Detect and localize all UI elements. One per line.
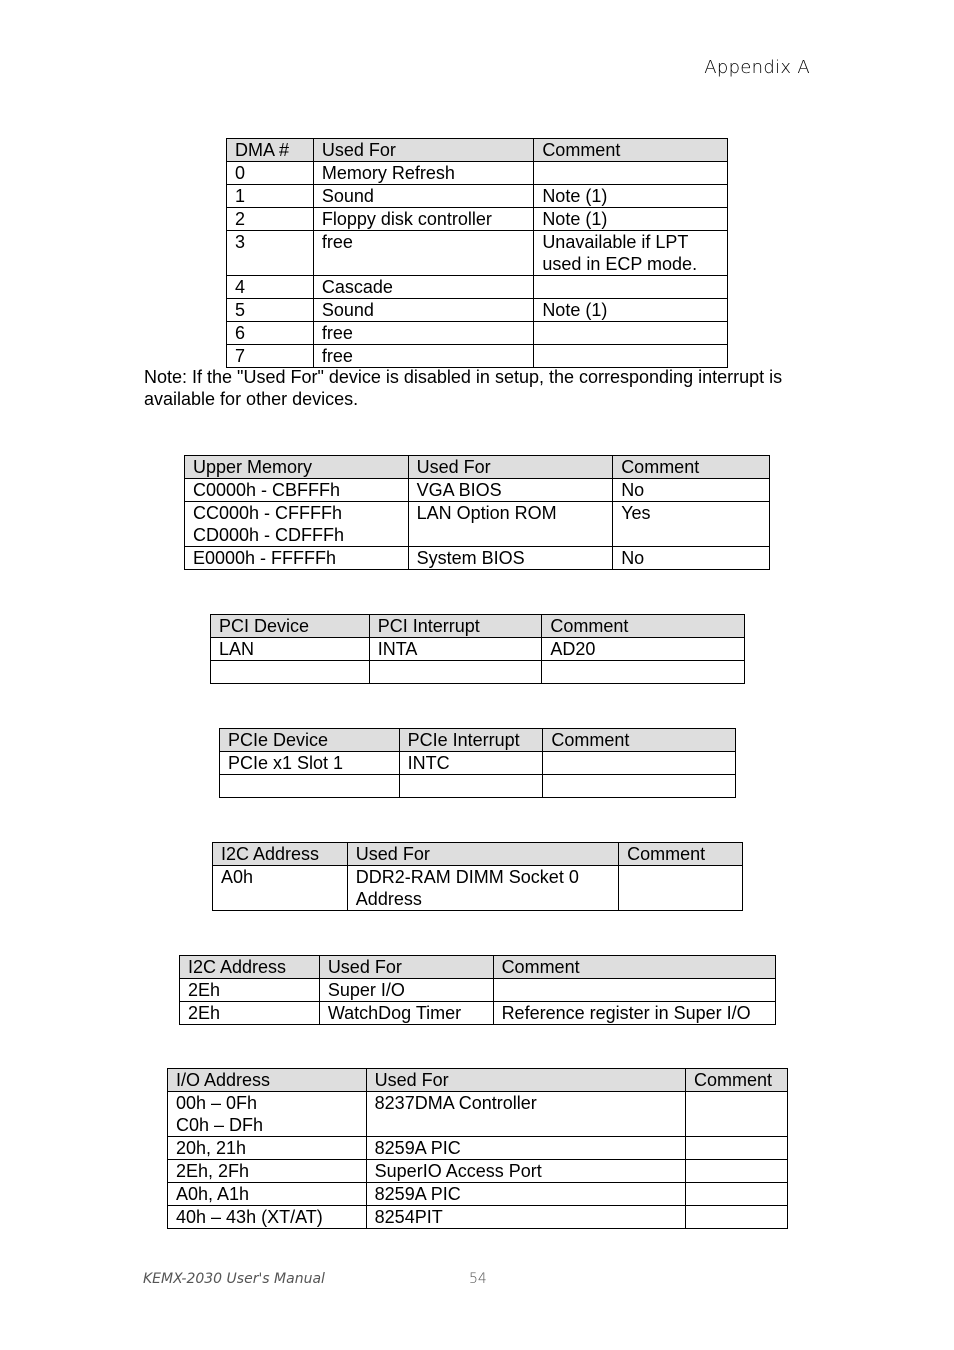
table-cell: 2Eh: [180, 1002, 320, 1025]
table-row: [185, 502, 770, 547]
table-cell: Floppy disk controller: [313, 208, 533, 231]
table-cell: 8259A PIC: [366, 1183, 685, 1206]
column-header: Comment: [619, 843, 743, 866]
table-cell: Sound: [313, 185, 533, 208]
table-cell: 6: [227, 322, 314, 345]
table-cell: C0000h - CBFFFh: [185, 479, 409, 502]
table-cell: [399, 775, 543, 798]
table-cell: Yes: [613, 502, 770, 547]
table-cell: E0000h - FFFFFh: [185, 547, 409, 570]
table-cell: 5: [227, 299, 314, 322]
table-cell: 40h – 43h (XT/AT): [168, 1206, 367, 1229]
column-header: Comment: [493, 956, 775, 979]
table-cell: 8254PIT: [366, 1206, 685, 1229]
table-cell: 2Eh: [180, 979, 320, 1002]
table-cell: VGA BIOS: [408, 479, 613, 502]
column-header: Comment: [534, 139, 728, 162]
table-cell: free: [313, 345, 533, 368]
table-cell: [686, 1206, 788, 1229]
table-cell: [493, 979, 775, 1002]
table-cell: 4: [227, 276, 314, 299]
table-header-row: [213, 843, 743, 866]
column-header: Used For: [408, 456, 613, 479]
column-header: Used For: [366, 1069, 685, 1092]
table-cell: PCIe x1 Slot 1: [220, 752, 400, 775]
table-cell: CC000h - CFFFFh CD000h - CDFFFh: [185, 502, 409, 547]
table-cell: [686, 1183, 788, 1206]
table-cell: No: [613, 547, 770, 570]
table-cell: Cascade: [313, 276, 533, 299]
table-cell: A0h, A1h: [168, 1183, 367, 1206]
table-cell: INTC: [399, 752, 543, 775]
table-cell: 20h, 21h: [168, 1137, 367, 1160]
table-cell: 2: [227, 208, 314, 231]
table-row: [227, 162, 728, 185]
table-row: [227, 208, 728, 231]
table-row: [180, 1002, 776, 1025]
table-cell: Super I/O: [319, 979, 493, 1002]
table-cell: A0h: [213, 866, 348, 911]
table-row: [227, 276, 728, 299]
column-header: Used For: [347, 843, 618, 866]
column-header: PCI Interrupt: [369, 615, 542, 638]
column-header: Comment: [542, 615, 745, 638]
table-row: [220, 775, 736, 798]
table-header-row: [185, 456, 770, 479]
table-cell: [534, 345, 728, 368]
table-row: [168, 1137, 788, 1160]
table-cell: SuperIO Access Port: [366, 1160, 685, 1183]
table-cell: AD20: [542, 638, 745, 661]
table-cell: 8259A PIC: [366, 1137, 685, 1160]
table-cell: [619, 866, 743, 911]
column-header: PCI Device: [211, 615, 370, 638]
table-cell: [686, 1160, 788, 1183]
table-cell: Reference register in Super I/O: [493, 1002, 775, 1025]
io-address-table: [167, 1068, 788, 1229]
table-row: [185, 547, 770, 570]
column-header: Comment: [686, 1069, 788, 1092]
table-row: [227, 231, 728, 276]
column-header: DMA #: [227, 139, 314, 162]
table-cell: [543, 752, 736, 775]
dma-note: Note: If the "Used For" device is disabled in setup, the corresponding interrupt is available for other devices.: [144, 367, 783, 409]
table-header-row: [227, 139, 728, 162]
table-cell: [686, 1092, 788, 1137]
page-header: Appendix A: [704, 57, 810, 78]
table-cell: DDR2-RAM DIMM Socket 0 Address: [347, 866, 618, 911]
column-header: I2C Address: [180, 956, 320, 979]
table-row: [227, 345, 728, 368]
table-header-row: [211, 615, 745, 638]
table-cell: System BIOS: [408, 547, 613, 570]
table-row: [227, 322, 728, 345]
table-row: [220, 752, 736, 775]
table-cell: Memory Refresh: [313, 162, 533, 185]
table-cell: 0: [227, 162, 314, 185]
table-cell: Note (1): [534, 185, 728, 208]
table-cell: 1: [227, 185, 314, 208]
table-cell: [534, 276, 728, 299]
column-header: Upper Memory: [185, 456, 409, 479]
table-row: [213, 866, 743, 911]
table-cell: 7: [227, 345, 314, 368]
column-header: Comment: [543, 729, 736, 752]
column-header: I2C Address: [213, 843, 348, 866]
table-cell: Unavailable if LPT used in ECP mode.: [534, 231, 728, 276]
table-cell: [534, 162, 728, 185]
table-row: [180, 979, 776, 1002]
table-row: [211, 661, 745, 684]
table-cell: 3: [227, 231, 314, 276]
table-row: [227, 185, 728, 208]
table-header-row: [180, 956, 776, 979]
i2c-dimm-table: [212, 842, 743, 911]
dma-table: [226, 138, 728, 368]
table-cell: [542, 661, 745, 684]
table-cell: INTA: [369, 638, 542, 661]
table-row: [168, 1092, 788, 1137]
table-cell: [534, 322, 728, 345]
table-cell: No: [613, 479, 770, 502]
table-cell: LAN: [211, 638, 370, 661]
footer-manual-title: KEMX-2030 User's Manual: [143, 1271, 325, 1287]
pcie-interrupt-table: [219, 728, 736, 798]
table-cell: LAN Option ROM: [408, 502, 613, 547]
table-row: [211, 638, 745, 661]
table-cell: [686, 1137, 788, 1160]
table-cell: free: [313, 322, 533, 345]
table-row: [185, 479, 770, 502]
table-cell: [369, 661, 542, 684]
table-cell: [543, 775, 736, 798]
i2c-superio-table: [179, 955, 776, 1025]
table-cell: WatchDog Timer: [319, 1002, 493, 1025]
table-cell: 8237DMA Controller: [366, 1092, 685, 1137]
column-header: Used For: [319, 956, 493, 979]
column-header: I/O Address: [168, 1069, 367, 1092]
table-row: [168, 1183, 788, 1206]
table-row: [168, 1160, 788, 1183]
table-cell: Note (1): [534, 208, 728, 231]
table-cell: [220, 775, 400, 798]
table-header-row: [220, 729, 736, 752]
table-cell: Note (1): [534, 299, 728, 322]
table-header-row: [168, 1069, 788, 1092]
table-cell: Sound: [313, 299, 533, 322]
column-header: Used For: [313, 139, 533, 162]
column-header: Comment: [613, 456, 770, 479]
pci-interrupt-table: [210, 614, 745, 684]
column-header: PCIe Device: [220, 729, 400, 752]
column-header: PCIe Interrupt: [399, 729, 543, 752]
table-cell: 2Eh, 2Fh: [168, 1160, 367, 1183]
table-cell: free: [313, 231, 533, 276]
upper-memory-table: [184, 455, 770, 570]
footer-page-number: 54: [469, 1271, 487, 1287]
table-row: [227, 299, 728, 322]
table-cell: [211, 661, 370, 684]
table-cell: 00h – 0Fh C0h – DFh: [168, 1092, 367, 1137]
table-row: [168, 1206, 788, 1229]
